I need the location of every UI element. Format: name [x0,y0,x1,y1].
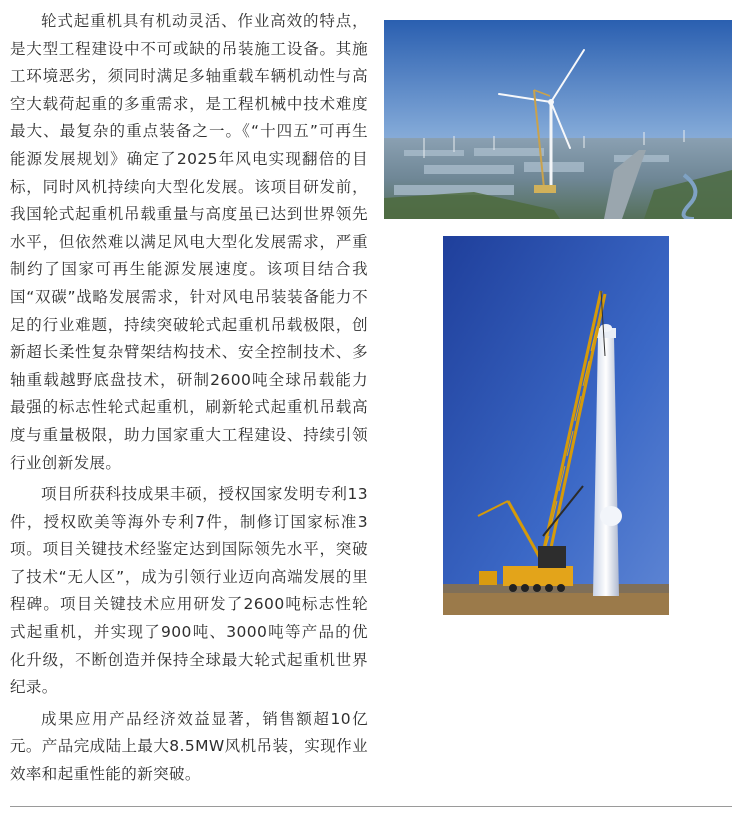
bottom-divider [10,806,732,807]
article-body [10,8,368,793]
crane-lifting-photo [443,236,669,615]
wind-farm-photo [384,20,732,219]
paragraph-intro: 轮式起重机具有机动灵活、作业高效的特点，是大型工程建设中不可或缺的吊装施工设备。其施工环境恶劣，须同时满足多轴重载车辆机动性与高空大载荷起重的多重需求，是工程机械中技术难度最大、最复杂的重点装备之一。《“十四五”可再生能源发展规划》确定了2025年风电实现翻倍的目标，同时风机持续向大型化发展。该项目研发前，我国轮式起重机吊载重量与高度虽已达到世界领先水平，但依然难以满足风电大型化发展需求，严重制约了国家可再生能源发展速度。该项目结合我国“双碳”战略发展需求，针对风电吊装装备能力不足的行业难题，持续突破轮式起重机吊载极限，创新超长柔性复杂臂架结构技术、安全控制技术、多轴重载越野底盘技术，研制2600吨全球吊载能力最强的标志性轮式起重机，刷新轮式起重机吊载高度与重量极限，助力国家重大工程建设、持续引领行业创新发展。 [10,12,368,472]
paragraph-achievements: 项目所获科技成果丰硕，授权国家发明专利13件，授权欧美等海外专利7件，制修订国家标准3项。项目关键技术经鉴定达到国际领先水平，突破了技术“无人区”，成为引领行业迈向高端发展的里程碑。项目关键技术应用研发了2600吨标志性轮式起重机，并实现了900吨、3000吨等产品的优化升级，不断创造并保持全球最大轮式起重机世界纪录。 [10,485,368,697]
paragraph-economic-benefit: 成果应用产品经济效益显著，销售额超10亿元。产品完成陆上最大8.5MW风机吊装，实现作业效率和起重性能的新突破。 [10,709,368,784]
